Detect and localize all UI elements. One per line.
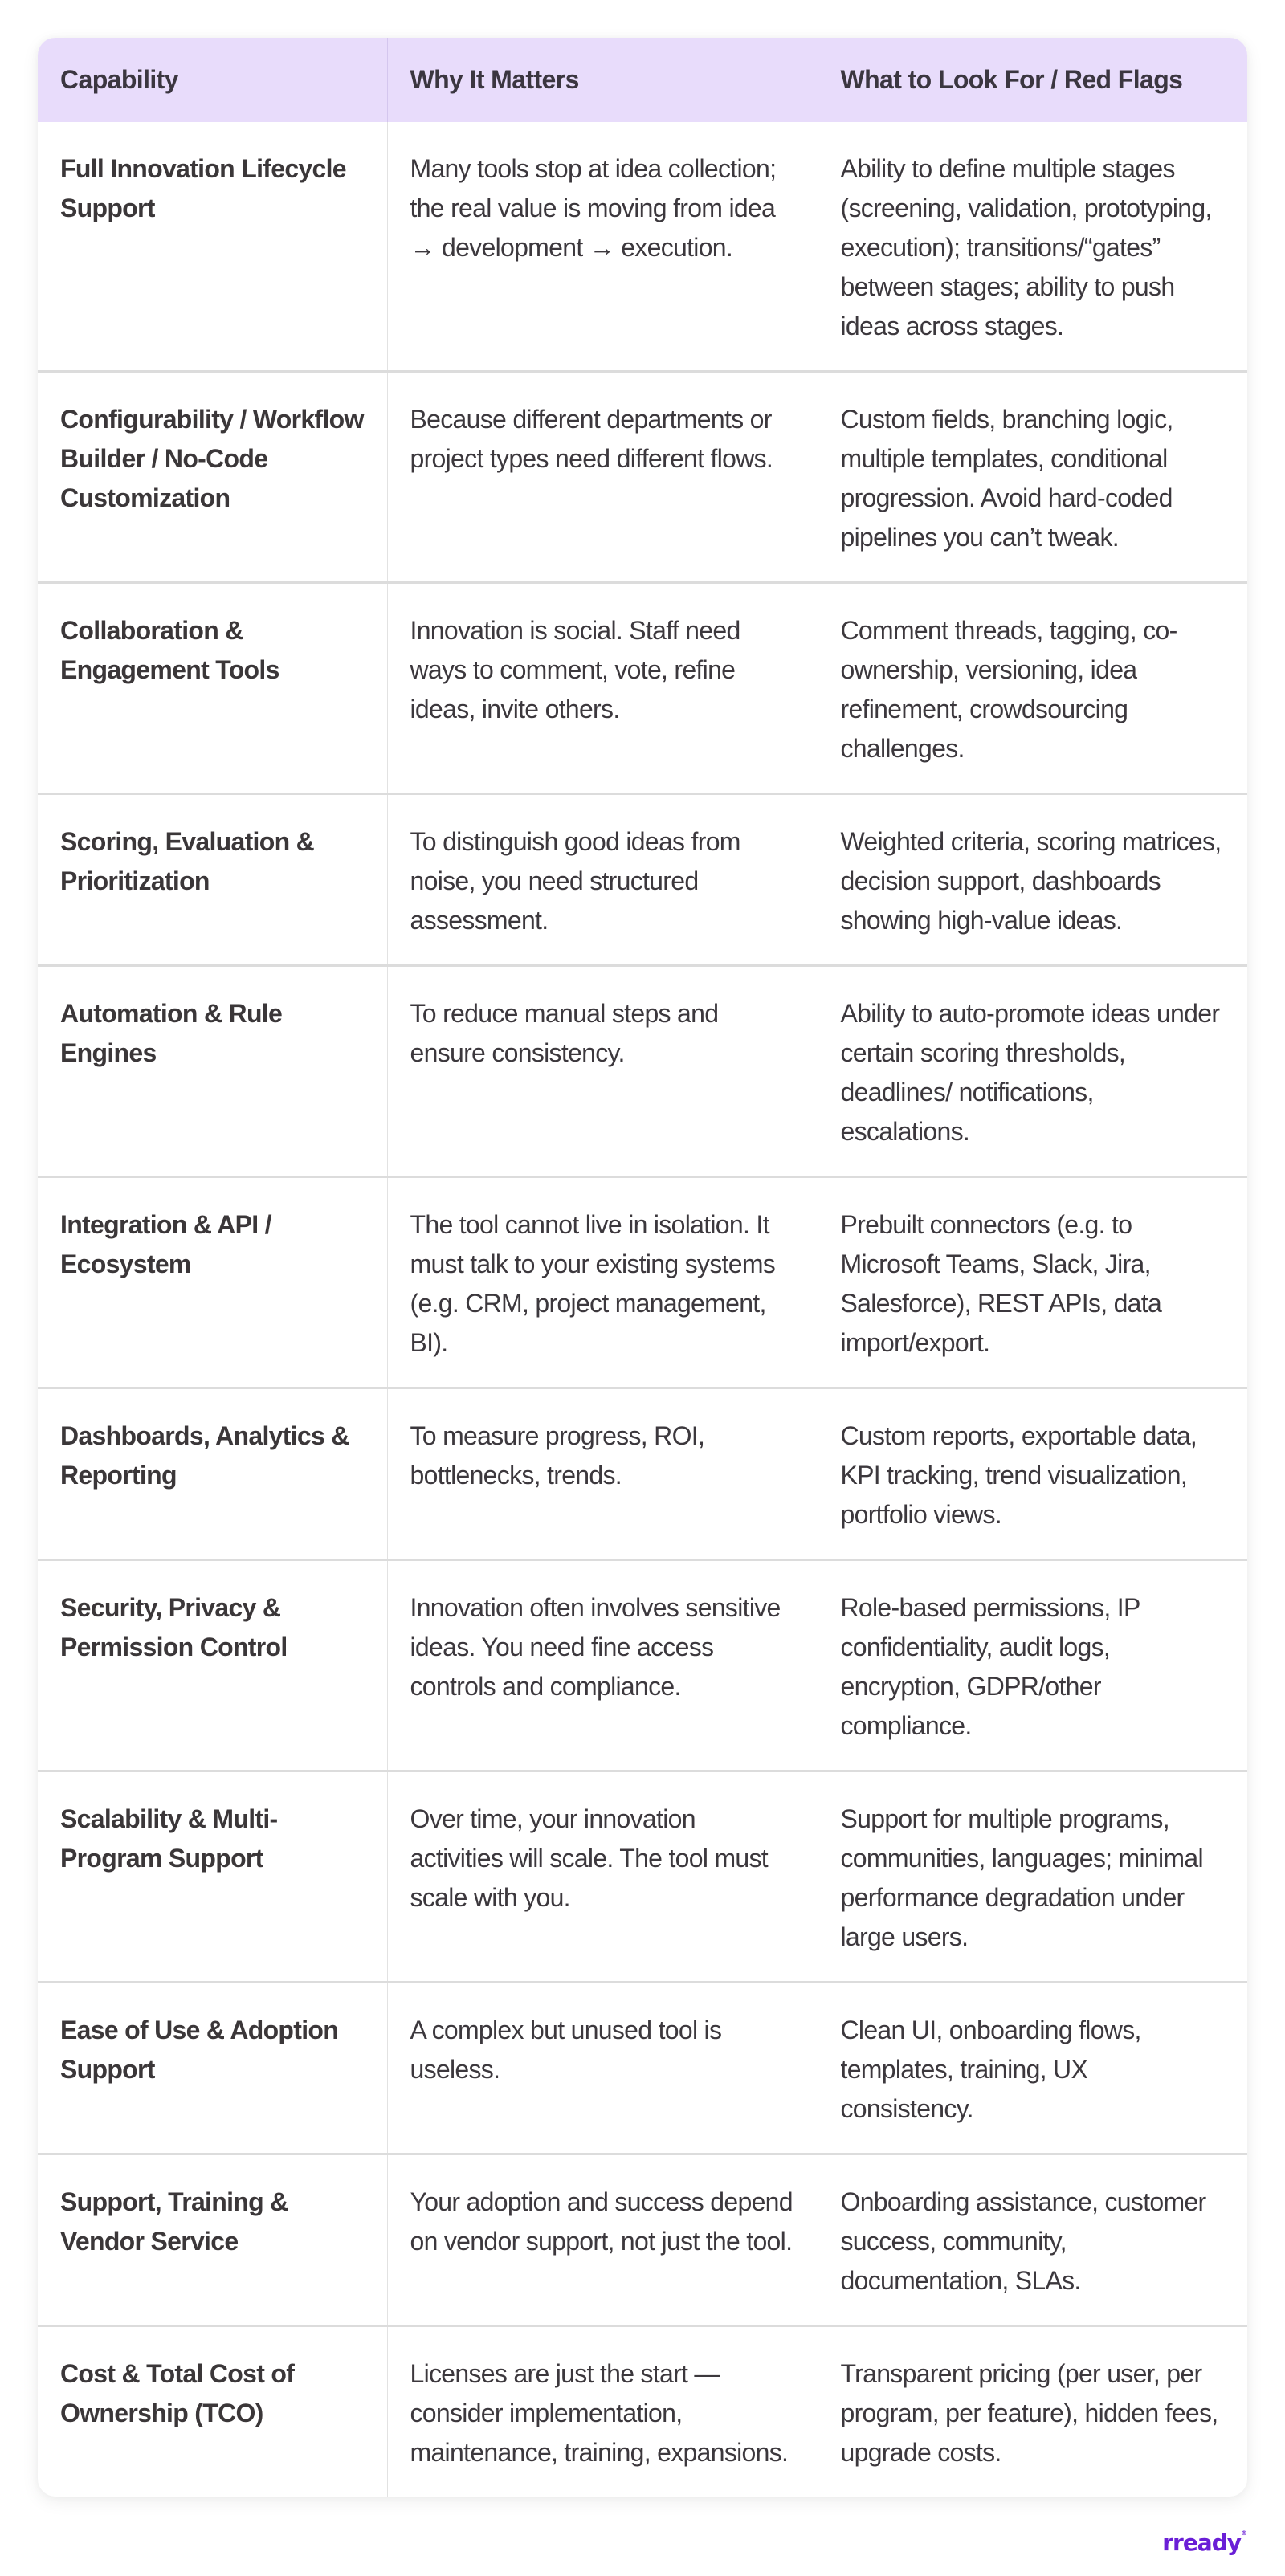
cell-what-to-look-for: Prebuilt connectors (e.g. to Microsoft Teams, Slack, Jira, Salesforce), REST APIs, data import/export.: [818, 1177, 1247, 1388]
cell-why-it-matters: Your adoption and success depend on vendor support, not just the tool.: [387, 2154, 818, 2326]
cell-capability: Full Innovation Lifecycle Support: [60, 154, 346, 222]
cell-what-to-look-for: Onboarding assistance, customer success, community, documentation, SLAs.: [818, 2154, 1247, 2326]
cell-capability: Scalability & Multi-Program Support: [38, 1771, 387, 1983]
cell-capability: Support, Training & Vendor Service: [38, 2154, 387, 2326]
header-why-it-matters: Why It Matters: [387, 38, 818, 122]
table-row: [38, 1560, 1247, 1771]
cell-what-to-look-for: Transparent pricing (per user, per program, per feature), hidden fees, upgrade costs.: [818, 2326, 1247, 2497]
cell-why-it-matters: Innovation is social. Staff need ways to comment, vote, refine ideas, invite others.: [387, 583, 818, 794]
capability-table: [38, 38, 1247, 2497]
cell-what-to-look-for: Custom fields, branching logic, multiple templates, conditional progression. Avoid hard-coded pipelines you can’t tweak.: [818, 372, 1247, 583]
registered-mark: ®: [1241, 2529, 1246, 2537]
cell-why-it-matters: To distinguish good ideas from noise, you need structured assessment.: [387, 794, 818, 966]
cell-what-to-look-for: Support for multiple programs, communities, languages; minimal performance degradation under large users.: [818, 1771, 1247, 1983]
cell-capability: Configurability / Workflow Builder / No-Code Customization: [38, 372, 387, 583]
cell-what-to-look-for: Clean UI, onboarding flows, templates, training, UX consistency.: [818, 1983, 1247, 2154]
cell-why-it-matters: The tool cannot live in isolation. It must talk to your existing systems (e.g. CRM, project management, BI).: [387, 1177, 818, 1388]
table-row: [38, 2326, 1247, 2497]
cell-why-it-matters: To measure progress, ROI, bottlenecks, trends.: [387, 1388, 818, 1560]
cell-why-it-matters: To reduce manual steps and ensure consistency.: [387, 966, 818, 1177]
cell-what-to-look-for: Ability to define multiple stages (screening, validation, prototyping, execution); transitions/“gates” between stages; ability to push ideas across stages.: [818, 122, 1247, 372]
cell-what-to-look-for: Ability to auto-promote ideas under certain scoring thresholds, deadlines/ notifications, escalations.: [818, 966, 1247, 1177]
table-row: [38, 372, 1247, 583]
cell-capability: Dashboards, Analytics & Reporting: [38, 1388, 387, 1560]
table-row: [38, 1388, 1247, 1560]
rready-logo: [1162, 2529, 1246, 2556]
cell-capability: Ease of Use & Adoption Support: [38, 1983, 387, 2154]
cell-why-it-matters: Because different departments or project types need different flows.: [387, 372, 818, 583]
table-row: [38, 1771, 1247, 1983]
cell-why-it-matters: Innovation often involves sensitive ideas. You need fine access controls and compliance.: [387, 1560, 818, 1771]
cell-what-to-look-for: Custom reports, exportable data, KPI tracking, trend visualization, portfolio views.: [818, 1388, 1247, 1560]
table-row: [38, 966, 1247, 1177]
cell-why-it-matters: Over time, your innovation activities will scale. The tool must scale with you.: [387, 1771, 818, 1983]
cell-capability: Integration & API / Ecosystem: [38, 1177, 387, 1388]
table-row: [38, 1177, 1247, 1388]
cell-what-to-look-for: Comment threads, tagging, co-ownership, versioning, idea refinement, crowdsourcing challenges.: [818, 583, 1247, 794]
header-capability: Capability: [38, 38, 387, 122]
cell-why-it-matters: Many tools stop at idea collection; the real value is moving from idea → development → execution.: [387, 122, 818, 372]
header-what-to-look-for: What to Look For / Red Flags: [818, 38, 1247, 122]
cell-why-it-matters: Licenses are just the start — consider implementation, maintenance, training, expansions.: [387, 2326, 818, 2497]
table-row: [38, 2154, 1247, 2326]
cell-what-to-look-for: Weighted criteria, scoring matrices, decision support, dashboards showing high-value ideas.: [818, 794, 1247, 966]
table-row: [38, 122, 1247, 372]
table-row: [38, 794, 1247, 966]
cell-capability: Security, Privacy & Permission Control: [38, 1560, 387, 1771]
brand-name: rready: [1162, 2529, 1241, 2556]
cell-why-it-matters: A complex but unused tool is useless.: [387, 1983, 818, 2154]
cell-capability: Collaboration & Engagement Tools: [38, 583, 387, 794]
table-header-row: [38, 38, 1247, 122]
cell-capability: Scoring, Evaluation & Prioritization: [38, 794, 387, 966]
cell-capability: Automation & Rule Engines: [38, 966, 387, 1177]
cell-capability: Cost & Total Cost of Ownership (TCO): [38, 2326, 387, 2497]
table-row: [38, 1983, 1247, 2154]
capability-table-card: [38, 38, 1247, 2497]
cell-what-to-look-for: Role-based permissions, IP confidentiality, audit logs, encryption, GDPR/other compliance.: [818, 1560, 1247, 1771]
table-row: [38, 583, 1247, 794]
